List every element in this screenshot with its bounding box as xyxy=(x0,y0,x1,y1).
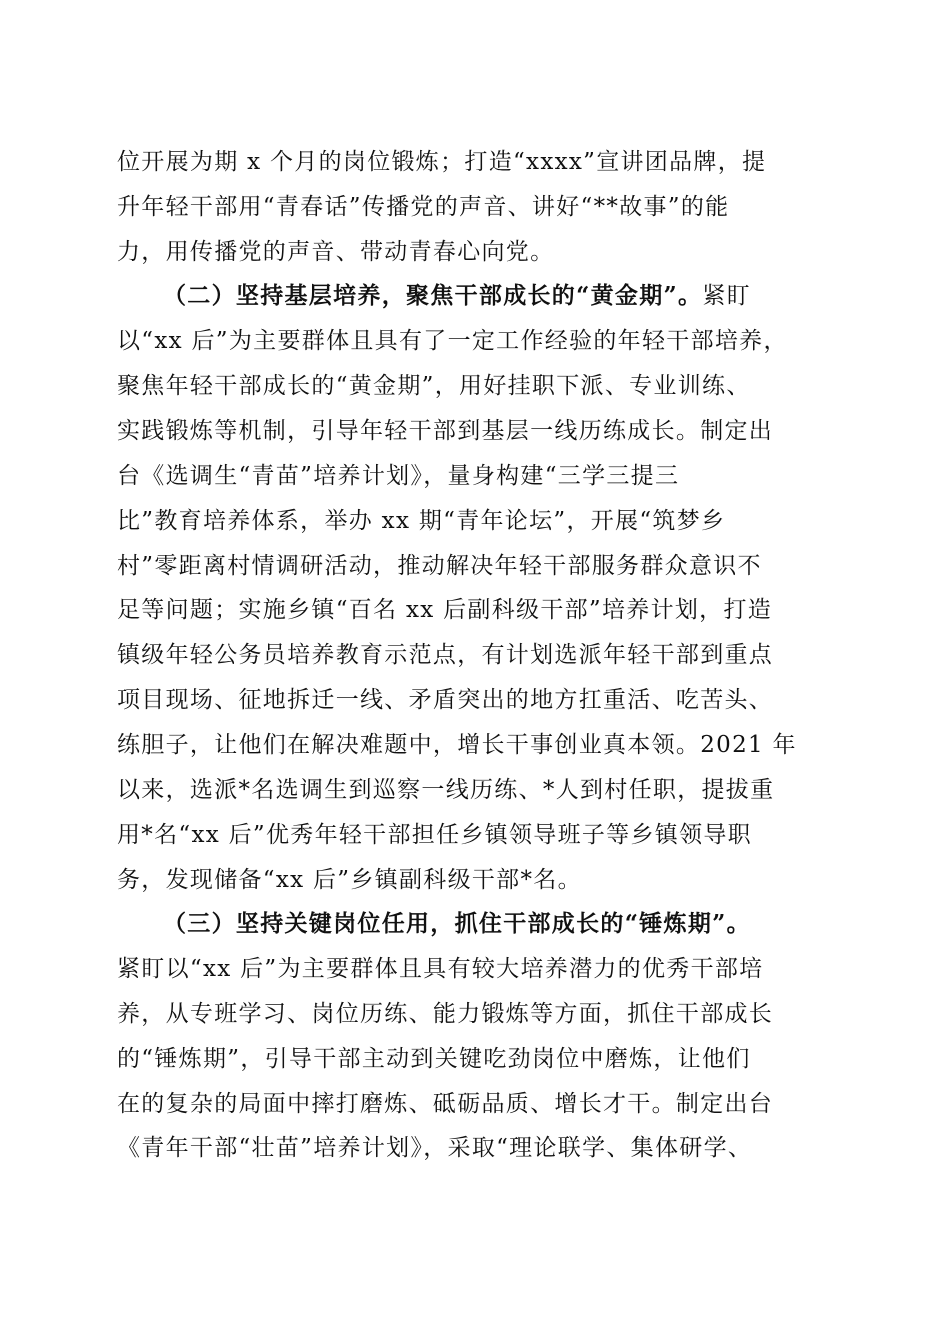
text-line: 镇级年轻公务员培养教育示范点，有计划选派年轻干部到重点 xyxy=(117,642,774,668)
text-line: 以来，选派*名选调生到巡察一线历练、*人到村任职，提拔重 xyxy=(117,777,775,803)
text-line: 实践锻炼等机制，引导年轻干部到基层一线历练成长。制定出 xyxy=(117,418,774,444)
text-line: 升年轻干部用“青春话”传播党的声音、讲好“**故事”的能 xyxy=(117,194,730,220)
text-line: 以“xx 后”为主要群体且具有了一定工作经验的年轻干部培养， xyxy=(117,328,788,354)
section-heading-3: （三）坚持关键岗位任用，抓住干部成长的“锤炼期”。 xyxy=(163,910,751,937)
text-fragment: 紧盯 xyxy=(702,283,751,309)
section-heading-2: （二）坚持基层培养，聚焦干部成长的“黄金期”。 xyxy=(163,282,703,309)
text-line: 力，用传播党的声音、带动青春心向党。 xyxy=(117,239,555,265)
text-line: 聚焦年轻干部成长的“黄金期”，用好挂职下派、专业训练、 xyxy=(117,373,751,399)
text-line: 村”零距离村情调研活动，推动解决年轻干部服务群众意识不 xyxy=(117,553,762,579)
text-line: 的“锤炼期”，引导干部主动到关键吃劲岗位中磨炼，让他们 xyxy=(117,1046,751,1072)
text-line: 足等问题；实施乡镇“百名 xx 后副科级干部”培养计划，打造 xyxy=(117,597,773,623)
text-line: 台《选调生“青苗”培养计划》，量身构建“三学三提三 xyxy=(117,463,680,489)
text-line: 项目现场、征地拆迁一线、矛盾突出的地方扛重活、吃苦头、 xyxy=(117,687,774,713)
text-line: 练胆子，让他们在解决难题中，增长干事创业真本领。2021 年 xyxy=(117,732,797,758)
text-line: 《青年干部“壮苗”培养计划》，采取“理论联学、集体研学、 xyxy=(117,1135,753,1161)
text-line: 养，从专班学习、岗位历练、能力锻炼等方面，抓住干部成长 xyxy=(117,1001,774,1027)
text-line: 用*名“xx 后”优秀年轻干部担任乡镇领导班子等乡镇领导职 xyxy=(117,822,752,848)
section-heading-line xyxy=(163,276,751,316)
text-line: 务，发现储备“xx 后”乡镇副科级干部*名。 xyxy=(117,867,582,893)
text-line: 比”教育培养体系，举办 xx 期“青年论坛”，开展“筑梦乡 xyxy=(117,508,726,534)
text-line: 在的复杂的局面中摔打磨炼、砥砺品质、增长才干。制定出台 xyxy=(117,1091,774,1117)
text-line: 紧盯以“xx 后”为主要群体且具有较大培养潜力的优秀干部培 xyxy=(117,956,764,982)
text-line: 位开展为期 x 个月的岗位锻炼；打造“xxxx”宣讲团品牌，提 xyxy=(117,149,767,175)
